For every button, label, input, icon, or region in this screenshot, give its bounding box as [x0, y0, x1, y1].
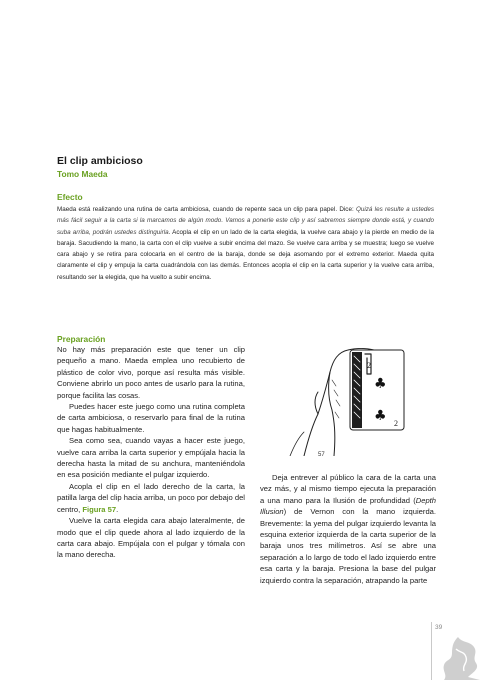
left-column — [57, 344, 245, 561]
deck-edge — [352, 352, 362, 428]
club-icon-bottom: ♣ — [374, 408, 387, 424]
efecto-quote: Quizá les resulte a ustedes más fácil seguir a la carta si la marcamos de algún modo. Vamos a ponerle este clip y así sabremos siempre donde está, y cuando suba arriba, podrán ustedes distinguirla — [57, 206, 434, 236]
preparacion-heading: Preparación — [57, 334, 106, 344]
thumb-outline — [315, 392, 318, 414]
right-column — [260, 472, 436, 586]
club-icon-top: ♣ — [374, 376, 387, 392]
wrist-crease — [290, 432, 304, 456]
article-author: Tomo Maeda — [57, 169, 108, 179]
corner-splash-icon — [436, 633, 480, 680]
prep-p4-text: Acopla el clip en el lado derecho de la carta, la patilla larga del clip hacia arriba, un poco por debajo del centro, — [57, 481, 245, 514]
hand-shading — [332, 380, 340, 418]
efecto-text-start: Maeda está realizando una rutina de carta ambiciosa, cuando de repente saca un clip para papel. Dice: — [57, 206, 356, 213]
figure-57-illustration — [270, 328, 430, 456]
depth-illusion-term: Depth Illusion — [260, 495, 436, 517]
efecto-heading: Efecto — [57, 192, 83, 202]
efecto-text-end: . Acopla el clip en un lado de la carta elegida, la vuelve cara abajo y la pierde en medio de la baraja. Sacudiendo la mano, la carta con el clip vuelve a subir encima del mazo. Se vuelve cara arriba y se muestra; luego se vuelve cara abajo y se retira para colocarla en el centro de la baraja, donde se deja asomando por el extremo exterior. Maeda quita claramente el clip y empuja la carta cuadrándola con las demás. Entonces acopla el clip en la carta superior y la vuelve cara arriba, resultando ser la elegida, que ha vuelto a subir encima. — [57, 228, 434, 281]
figure-reference-link[interactable]: Figura 57 — [82, 504, 117, 514]
efecto-paragraph — [57, 204, 434, 283]
card-rank-top: 2 — [367, 361, 371, 370]
hand-palm-outline — [329, 372, 335, 456]
page-number: 39 — [435, 624, 443, 631]
article-title: El clip ambicioso — [57, 155, 143, 167]
prep-paragraph-5: Vuelve la carta elegida cara abajo lateralmente, de modo que el clip quede ahora al lado izquierdo de la carta cara abajo. Empújala con el pulgar y tómala con la mano derecha. — [57, 516, 245, 560]
card-rank-bottom: 2 — [394, 419, 398, 428]
prep-paragraph-right — [260, 472, 436, 586]
figure-number: 57 — [318, 452, 325, 458]
prep-paragraph-3: Sea como sea, cuando vayas a hacer este juego, vuelve cara arriba la carta superior y empújala hacia la derecha hasta la mitad de su anchura, manteniéndola en esa posición mediante el pulgar izquierdo. — [57, 436, 245, 480]
right-text-end: ) de Vernon con la mano izquierda. Brevemente: la yema del pulgar izquierdo levanta la esquina exterior izquierda de la carta superior de la baraja unos tres milímetros. Así se abre una separación a lo largo de todo el lado izquierdo entre esa carta y la baraja. Presiona la base del pulgar izquierdo contra la separación, atrapando la parte — [260, 507, 436, 585]
prep-paragraph-4 — [57, 481, 245, 515]
right-text-start: Deja entrever al público la cara de la carta una vez más, y al mismo tiempo ejecuta la preparación a una mano para la Ilusión de profundidad ( — [260, 473, 436, 505]
page-number-rule — [431, 622, 432, 680]
prep-paragraph-1: No hay más preparación este que tener un clip pequeño a mano. Maeda emplea uno recubierto de plástico de color vivo, porque así resulta más visible. Conviene abrirlo un poco antes de usarlo para la rutina, porque facilita las cosas. — [57, 345, 245, 400]
prep-p4-end: . — [116, 504, 119, 514]
prep-paragraph-2: Puedes hacer este juego como una rutina completa de carta ambiciosa, o reservarlo para final de la rutina que hagas habitualmente. — [57, 402, 245, 434]
